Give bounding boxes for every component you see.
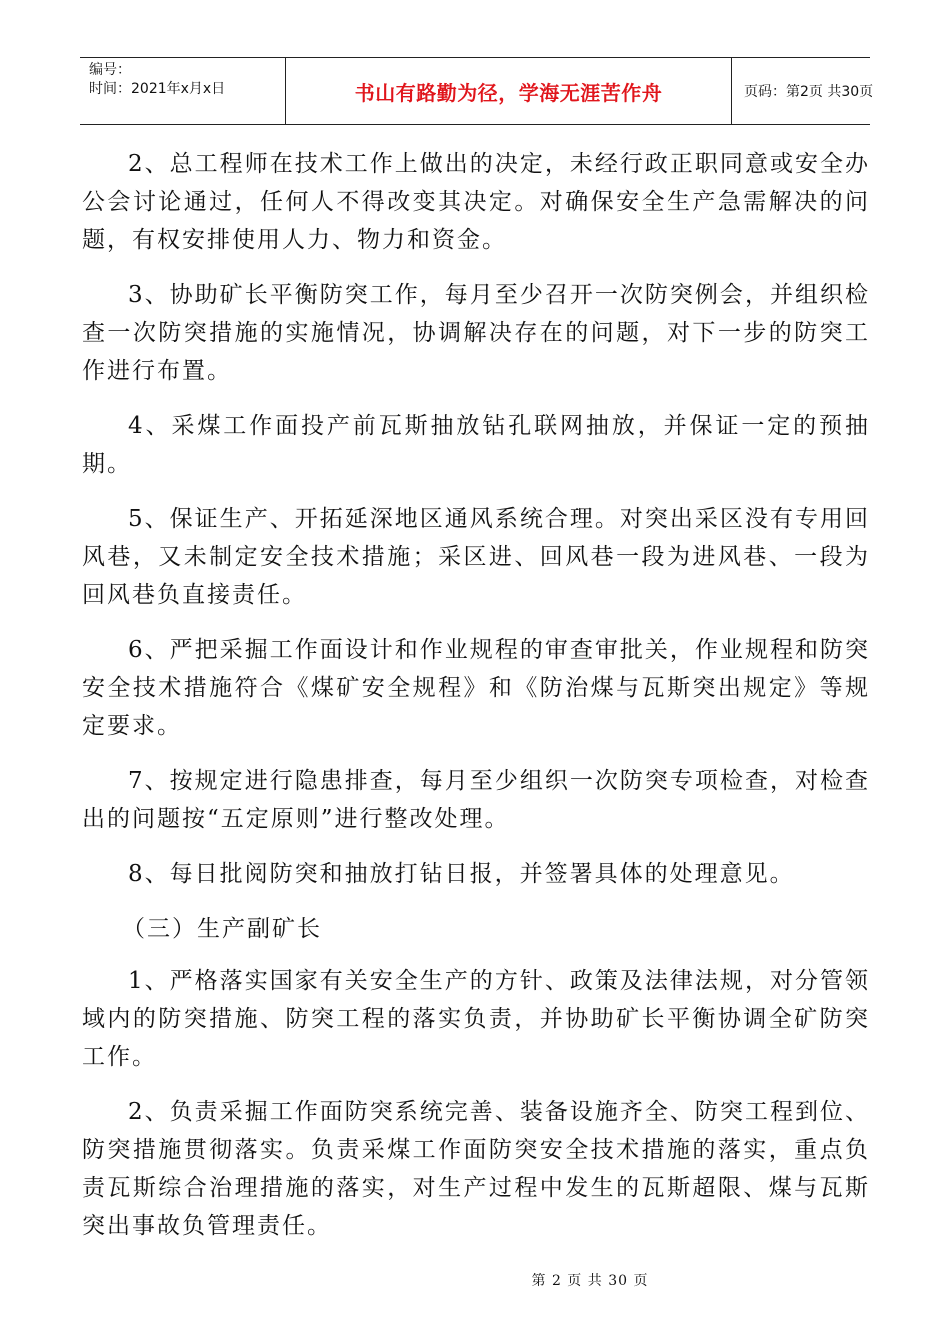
paragraph-3: 4、采煤工作面投产前瓦斯抽放钻孔联网抽放，并保证一定的预抽期。 (82, 413, 870, 477)
header-motto: 书山有路勤为径，学海无涯苦作舟 (285, 58, 732, 124)
header-meta (80, 58, 285, 124)
paragraph-2: 3、协助矿长平衡防突工作，每月至少召开一次防突例会，并组织检查一次防突措施的实施情况，协调解决存在的问题，对下一步的防突工作进行布置。 (82, 282, 870, 384)
paragraph-8: 1、严格落实国家有关安全生产的方针、政策及法律法规，对分管领域内的防突措施、防突工程的落实负责，并协助矿长平衡协调全矿防突工作。 (82, 968, 870, 1070)
paragraph-1: 2、总工程师在技术工作上做出的决定，未经行政正职同意或安全办公会讨论通过，任何人不得改变其决定。对确保安全生产急需解决的问题，有权安排使用人力、物力和资金。 (82, 151, 870, 253)
paragraph-7: 8、每日批阅防突和抽放打钻日报，并签署具体的处理意见。 (128, 861, 795, 887)
paragraph-6: 7、按规定进行隐患排查，每月至少组织一次防突专项检查，对检查出的问题按“五定原则”进行整改处理。 (82, 768, 870, 832)
paragraph-4: 5、保证生产、开拓延深地区通风系统合理。对突出采区没有专用回风巷，又未制定安全技术措施；采区进、回风巷一段为进风巷、一段为回风巷负直接责任。 (82, 506, 870, 608)
document-body (82, 145, 870, 1262)
paragraph-5: 6、严把采掘工作面设计和作业规程的审查审批关，作业规程和防突安全技术措施符合《煤矿安全规程》和《防治煤与瓦斯突出规定》等规定要求。 (82, 637, 870, 739)
paragraph-9: 2、负责采掘工作面防突系统完善、装备设施齐全、防突工程到位、防突措施贯彻落实。负责采煤工作面防突安全技术措施的落实，重点负责瓦斯综合治理措施的落实，对生产过程中发生的瓦斯超限、煤与瓦斯突出事故负管理责任。 (82, 1099, 870, 1239)
page-footer: 第 2 页 共 30 页 (531, 1273, 649, 1289)
section-heading: （三）生产副矿长 (122, 916, 322, 942)
page-header (80, 57, 874, 125)
serial-number-label: 编号： (89, 62, 131, 78)
date-label: 时间：2021年x月x日 (89, 81, 226, 97)
header-page-info: 页码：第2页 共30页 (744, 84, 874, 100)
